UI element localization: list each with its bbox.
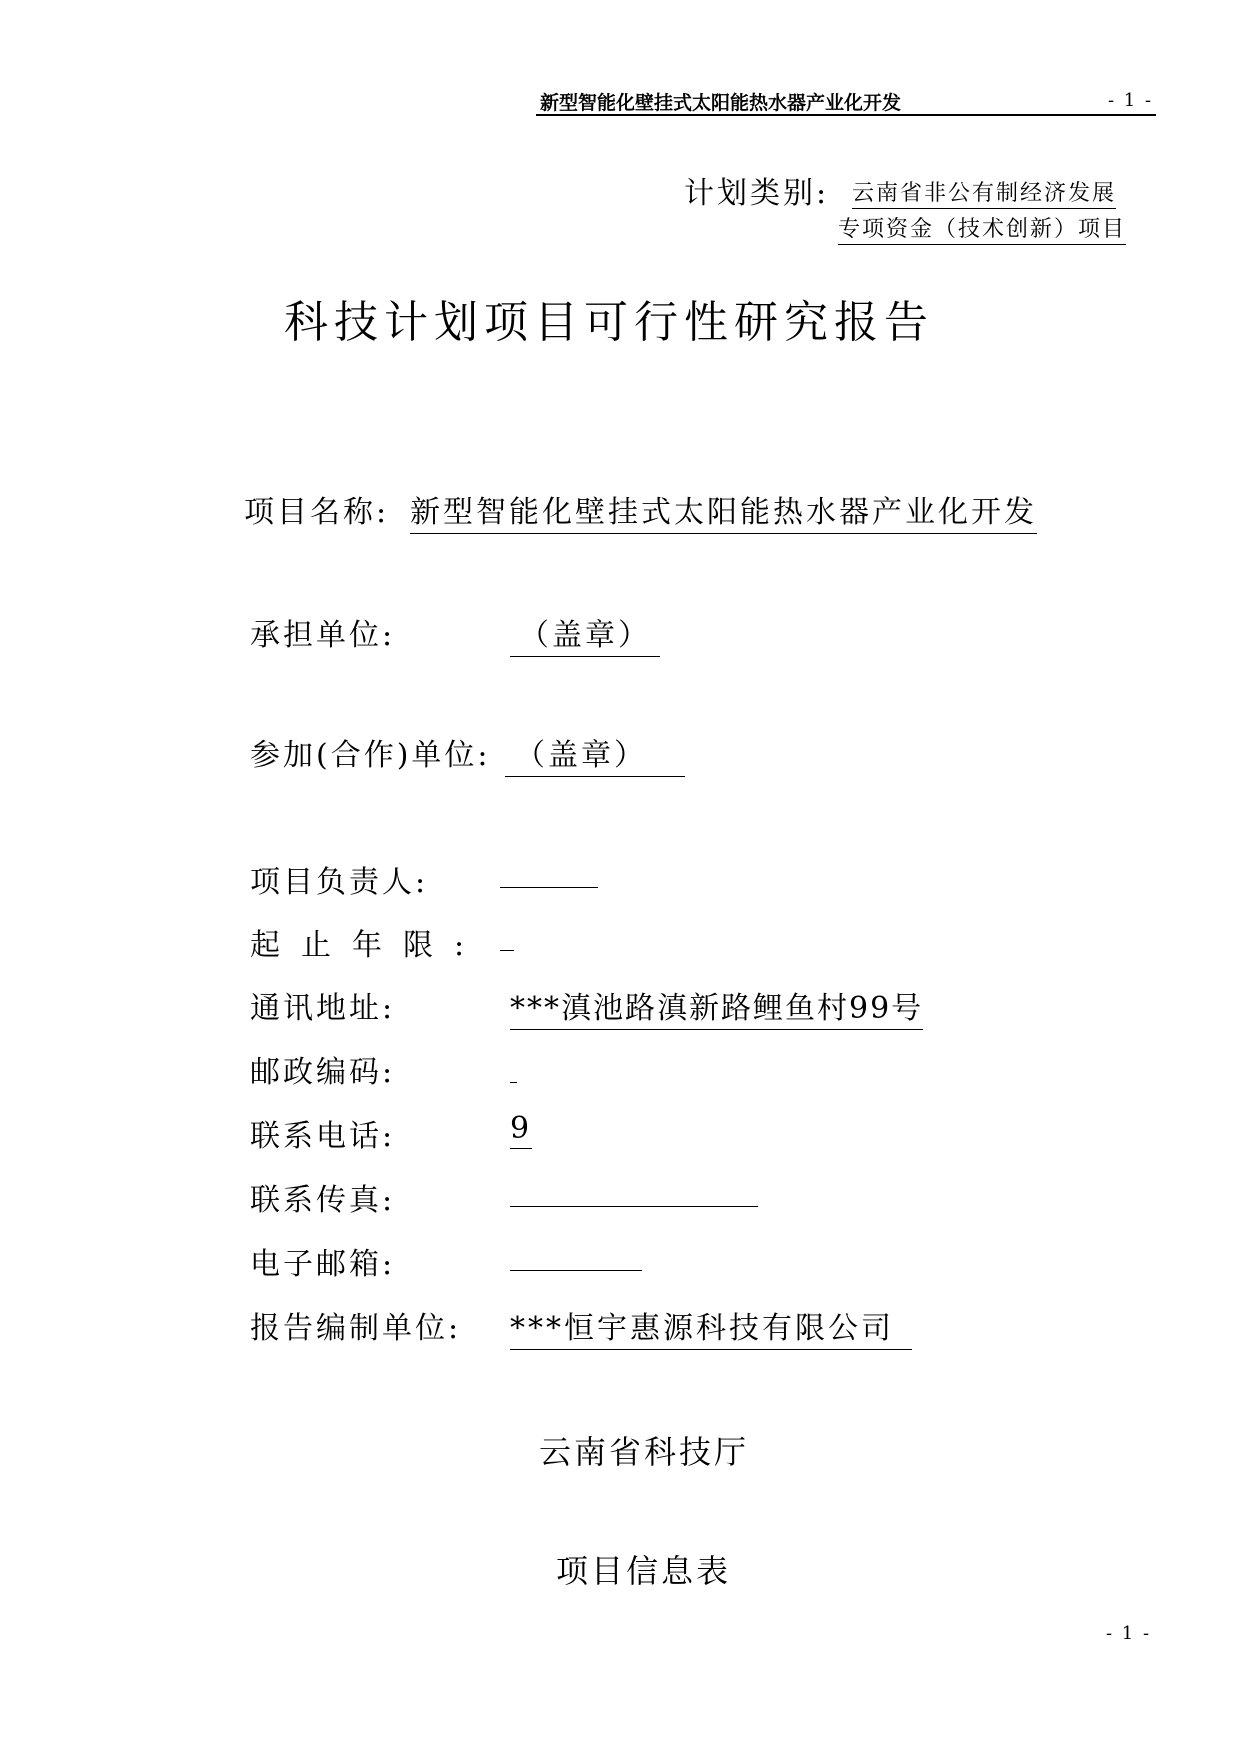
phone-label: 联系电话: [250, 1119, 396, 1154]
period-label: 起止年限: [250, 928, 486, 963]
email-label: 电子邮箱: [250, 1247, 396, 1282]
project-leader-blank [500, 887, 598, 888]
organization-label: 承担单位: [250, 618, 396, 653]
project-leader-label: 项目负责人: [250, 865, 429, 900]
cooperation-value: （盖章） [505, 730, 685, 777]
info-table-title: 项目信息表 [556, 1552, 732, 1590]
postal-code-blank [510, 1082, 517, 1083]
plan-category-value-line1: 云南省非公有制经济发展 [852, 176, 1116, 209]
report-author-value: ***恒宇惠源科技有限公司 [510, 1303, 912, 1350]
email-blank [510, 1270, 642, 1271]
fax-label: 联系传真: [250, 1183, 396, 1218]
address-value: ***滇池路滇新路鲤鱼村99号 [510, 983, 923, 1030]
running-header-page-number: - 1 - [1108, 90, 1154, 111]
period-blank [500, 950, 514, 951]
phone-value: 9 [510, 1111, 532, 1149]
cooperation-label: 参加(合作)单位: [250, 738, 491, 773]
organization-value: （盖章） [510, 610, 660, 657]
address-label: 通讯地址: [250, 991, 396, 1026]
plan-category-value-line2: 专项资金（技术创新）项目 [838, 212, 1126, 245]
project-name-value: 新型智能化壁挂式太阳能热水器产业化开发 [410, 487, 1037, 534]
footer-page-number: - 1 - [1106, 1623, 1152, 1644]
plan-category-label: 计划类别: [684, 176, 830, 211]
postal-code-label: 邮政编码: [250, 1055, 396, 1090]
running-header-title: 新型智能化壁挂式太阳能热水器产业化开发 [540, 92, 902, 114]
fax-blank [510, 1206, 758, 1207]
header-rule [536, 114, 1156, 116]
report-author-label: 报告编制单位: [250, 1311, 462, 1346]
project-name-label: 项目名称: [244, 495, 390, 530]
issuing-authority: 云南省科技厅 [539, 1433, 750, 1471]
document-title: 科技计划项目可行性研究报告 [284, 297, 934, 348]
